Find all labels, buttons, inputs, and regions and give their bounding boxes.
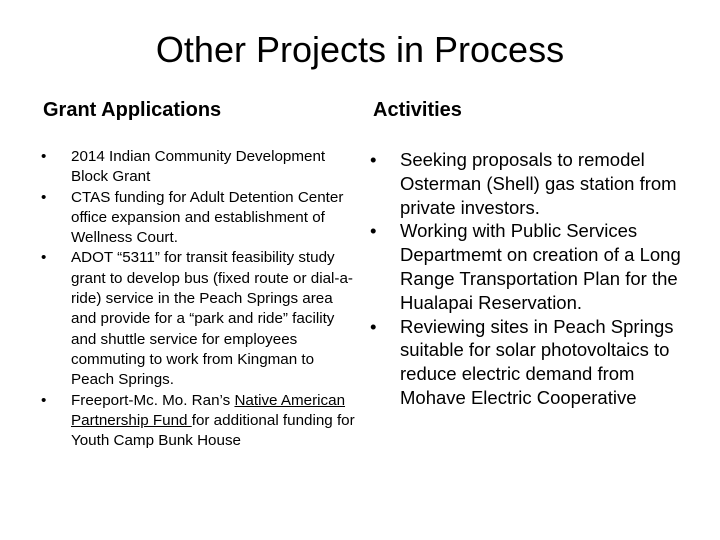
bullet-icon: • xyxy=(41,188,47,206)
partnership-fund-link[interactable]: Native American Partnership Fund xyxy=(71,391,346,429)
list-item-text: ADOT “5311” for transit feasibility study grant to develop bus (fixed route or dial-a-ride) service in the Peach Springs area and provide for a “park and ride” facility and shuttle service for employees commuting to work from Kingman to Peach Springs. xyxy=(71,249,353,389)
list-item xyxy=(41,147,361,188)
list-item xyxy=(41,391,361,452)
list-item xyxy=(370,148,700,219)
slide-title: Other Projects in Process xyxy=(155,29,565,70)
list-item xyxy=(41,248,361,390)
list-item xyxy=(370,315,700,410)
list-item-text-start: Freeport-Mc. Mo. Ran’s xyxy=(71,391,235,409)
activities-heading: Activities xyxy=(373,99,462,121)
list-item-text: CTAS funding for Adult Detention Center office expansion and establishment of Wellness Court. xyxy=(71,188,344,247)
bullet-icon: • xyxy=(370,149,377,170)
list-item-text: 2014 Indian Community Development Block Grant xyxy=(71,148,326,186)
list-item xyxy=(370,219,700,314)
grant-applications-heading: Grant Applications xyxy=(43,99,222,121)
bullet-icon: • xyxy=(370,220,377,242)
list-item-text-end: for additional funding for Youth Camp Bunk House xyxy=(71,411,355,450)
bullet-icon: • xyxy=(370,315,377,337)
bullet-icon: • xyxy=(41,391,47,409)
bullet-icon: • xyxy=(41,148,47,165)
list-item xyxy=(41,188,361,249)
list-item-text: Working with Public Services Departmemt on creation of a Long Range Transportation Plan for the Hualapai Reservation. xyxy=(400,220,681,313)
list-item-text: Reviewing sites in Peach Springs suitable for solar photovoltaics to reduce electric demand from Mohave Electric Cooperative xyxy=(400,315,674,408)
activities-list xyxy=(370,148,700,410)
bullet-icon: • xyxy=(41,249,47,267)
grant-applications-list xyxy=(41,147,361,451)
list-item-text: Seeking proposals to remodel Osterman (Shell) gas station from private investors. xyxy=(400,149,677,218)
